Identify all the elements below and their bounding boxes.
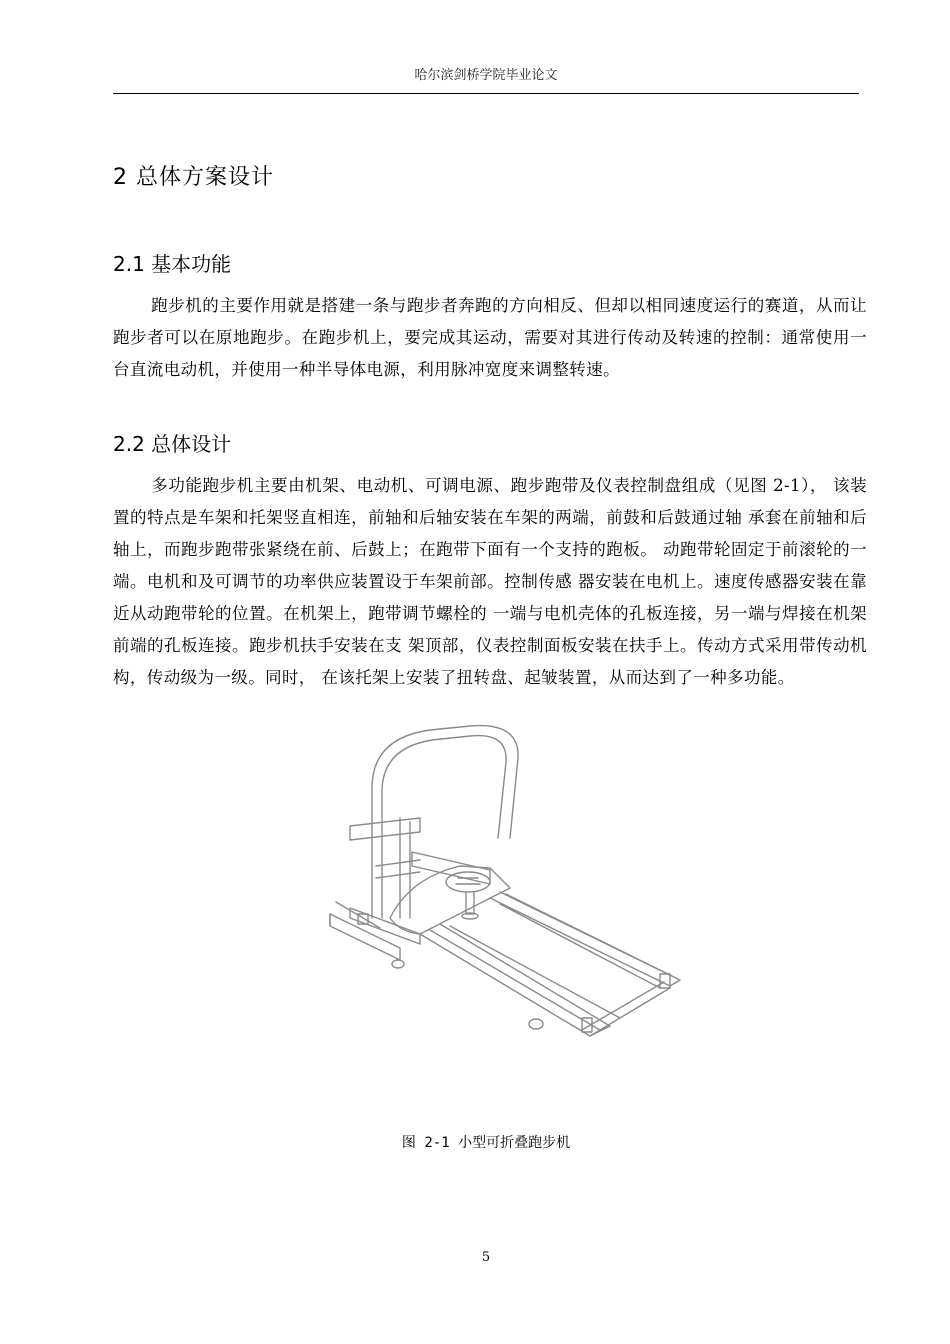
chapter-title: 2 总体方案设计 xyxy=(113,165,274,190)
section-title-overall-design: 2.2 总体设计 xyxy=(113,432,232,456)
figure-caption: 图 2-1 小型可折叠跑步机 xyxy=(401,1135,571,1151)
paragraph-basic-function xyxy=(113,290,867,386)
page-number: 5 xyxy=(481,1250,491,1265)
treadmill-drawing xyxy=(320,718,700,1038)
page-header: 哈尔滨剑桥学院毕业论文 xyxy=(113,64,859,94)
treadmill-figure xyxy=(320,718,700,1038)
paragraph-overall-design xyxy=(113,470,867,694)
section-title-basic-function: 2.1 基本功能 xyxy=(113,252,232,276)
paragraph-text: 多功能跑步机主要由机架、电动机、可调电源、跑步跑带及仪表控制盘组成（见图 2-1）， 该装置的特点是车架和托架竖直相连，前轴和后轴安装在车架的两端，前鼓和后鼓通过轴 承套在前轴和后轴上，而跑步跑带张紧绕在前、后鼓上；在跑带下面有一个支持的跑板。 动跑带轮固定于前滚轮的一端。电机和及可调节的功率供应装置设于车架前部。控制传感 器安装在电机上。速度传感器安装在靠近从动跑带轮的位置。在机架上，跑带调节螺栓的 一端与电机壳体的孔板连接，另一端与焊接在机架前端的孔板连接。跑步机扶手安装在支 架顶部，仪表控制面板安装在扶手上。传动方式采用带传动机构，传动级为一级。同时， 在该托架上安装了扭转盘、起皱装置，从而达到了一种多功能。 xyxy=(113,476,867,687)
paragraph-text: 跑步机的主要作用就是搭建一条与跑步者奔跑的方向相反、但却以相同速度运行的赛道，从而让跑步者可以在原地跑步。在跑步机上，要完成其运动，需要对其进行传动及转速的控制：通常使用一台直流电动机，并使用一种半导体电源，利用脉冲宽度来调整转速。 xyxy=(113,296,867,379)
